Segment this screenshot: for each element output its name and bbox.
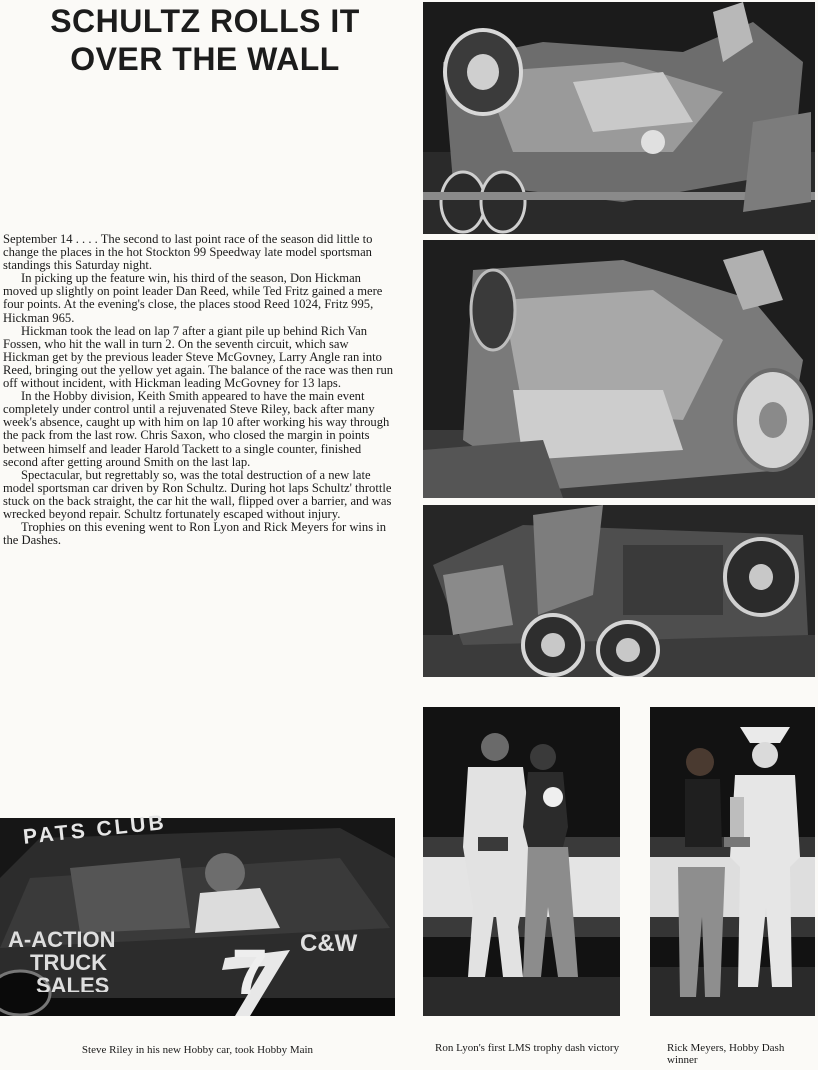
article-paragraph-4: In the Hobby division, Keith Smith appeared to have the main event completely under control until a rejuvenated Steve Riley, back after many week's absence, caught up with him on lap 10 after working his way through the pack from the last row. Chris Saxon, who closed the margin in points between himself and leader Harold Tackett to a single counter, finished second after getting around Smith on the last lap. — [3, 389, 390, 469]
hobby-car-door-text — [8, 928, 116, 992]
hobby-car-side-text: C&W — [300, 930, 358, 957]
hobby-car-roof-text: PATS CLUB — [22, 810, 168, 849]
headline — [0, 2, 410, 78]
hobby-car-door-line-3: SALES — [36, 974, 110, 992]
article-paragraph-1: September 14 . . . . The second to last point race of the season did little to change the places in the hot Stockton 99 Speedway late model sportsman standings this Saturday night. — [3, 232, 373, 273]
hobby-car-door-line-2: TRUCK — [30, 950, 107, 975]
hobby-car-number: 7 — [232, 936, 268, 1008]
caption-lyon: Ron Lyon's first LMS trophy dash victory — [435, 1042, 620, 1054]
article-paragraph-2: In picking up the feature win, his third of the season, Don Hickman moved up slightly on point leader Dan Reed, while Ted Fritz gained a mere four points. At the evening's close, the places stood Reed 1024, Fritz 995, Hickman 965. — [3, 271, 383, 325]
wreck-photo-closeup — [423, 240, 815, 498]
article-paragraph-5: Spectacular, but regrettably so, was the total destruction of a new late model sportsman car driven by Ron Schultz. During hot laps Schultz' throttle stuck on the back straight, the car hit the wall, flipped over a barrier, and was wrecked beyond repair. Schultz fortunately escaped without injury. — [3, 467, 392, 521]
caption-meyers: Rick Meyers, Hobby Dash winner — [667, 1042, 785, 1066]
headline-line-1: SCHULTZ ROLLS IT — [50, 3, 360, 39]
article-paragraph-6: Trophies on this evening went to Ron Lyon and Rick Meyers for wins in the Dashes. — [3, 520, 387, 548]
headline-line-2: OVER THE WALL — [70, 41, 340, 77]
wreck-photo-trailer — [423, 2, 815, 234]
wreck-photo-overturned — [423, 505, 815, 677]
lyon-trophy-photo — [423, 707, 620, 1016]
hobby-car-door-line-1: A-ACTION — [8, 927, 116, 952]
article-paragraph-3: Hickman took the lead on lap 7 after a giant pile up behind Rich Van Fossen, who hit the wall in turn 2. On the seventh circuit, which saw Hickman get by the previous leader Steve McGovney, Larry Angle ran into Reed, bringing out the yellow yet again. The balance of the race was then run off without incident, with Hickman leading McGovney for 13 laps. — [3, 323, 394, 391]
article-body — [3, 233, 396, 547]
caption-riley: Steve Riley in his new Hobby car, took Hobby Main — [81, 1044, 314, 1056]
meyers-trophy-photo — [650, 707, 815, 1016]
